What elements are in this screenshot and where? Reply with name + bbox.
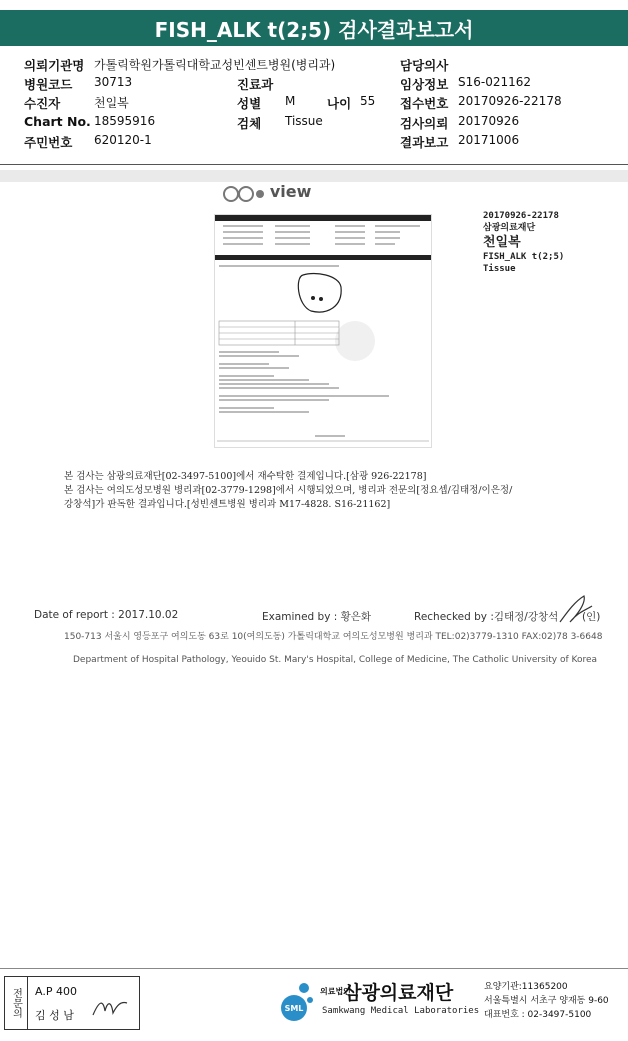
department-name: Department of Hospital Pathology, Yeouido St. Mary's Hospital, College of Medicine, The Catholic University of Korea	[73, 655, 598, 665]
sml-legal-type: 의료법인	[320, 986, 351, 996]
chart-no-label: Chart No.	[24, 114, 91, 129]
specialist-name: 김 성 남	[35, 1009, 74, 1022]
receipt-no: 20170926-22178	[458, 94, 562, 108]
specialist-signature-icon	[91, 995, 131, 1021]
test-request-date: 20170926	[458, 114, 520, 128]
sex-value: M	[285, 94, 296, 108]
resident-no-label: 주민번호	[24, 135, 73, 150]
stamp-receipt-no: 20170926-22178	[483, 211, 559, 221]
report-header	[0, 48, 628, 164]
clinical-info-label: 임상정보	[400, 77, 449, 92]
embedded-fish-report	[214, 214, 432, 448]
sml-english-name: Samkwang Medical Laboratories	[322, 1006, 480, 1016]
hospital-code: 30713	[94, 75, 133, 89]
clinical-info: S16-021162	[458, 75, 532, 89]
sml-org-name	[320, 978, 453, 1005]
sml-phone: 대표번호 : 02-3497-5100	[484, 1010, 592, 1020]
bioview-mark-icon	[222, 185, 266, 203]
rechecked-by: Rechecked by :김태정/강창석	[414, 611, 559, 623]
sml-logo-text: SML	[284, 1004, 304, 1013]
chart-no: 18595916	[94, 114, 156, 128]
note-line: 본 검사는 여의도성모병원 병리과[02-3779-1298]에서 시행되었으며, 병리과 전문의[정요셉/김태정/이은정/	[64, 485, 513, 496]
stamp-org: 삼광의료재단	[483, 223, 536, 233]
doctor-label: 담당의사	[400, 58, 449, 73]
note-line: 강창석]가 판독한 결과입니다.[성빈센트병원 병리과 M17-4828. S16-21162]	[64, 499, 391, 510]
signature-icon	[556, 592, 596, 626]
care-institution-no: 요양기관:11365200	[484, 982, 568, 992]
specimen-stamp	[483, 210, 564, 275]
stamp-test-name: FISH_ALK t(2;5)	[483, 252, 565, 262]
footer-divider	[0, 968, 628, 969]
specimen-label: 검체	[237, 116, 262, 131]
stamp-patient-name: 천일복	[483, 235, 521, 250]
sml-name-text: 삼광의료재단	[343, 982, 454, 1004]
header-divider	[0, 164, 628, 165]
specialist-side-label: 전문의	[5, 977, 28, 1029]
date-of-report: Date of report : 2017.10.02	[34, 609, 179, 621]
request-org: 가톨릭학원가톨릭대학교성빈센트병원(병리과)	[94, 58, 336, 72]
age-label: 나이	[327, 96, 352, 111]
patient-name: 천일복	[94, 96, 129, 110]
embedded-report-graphic	[215, 215, 431, 447]
sml-address: 서울특별시 서초구 양재동 9-60	[484, 996, 609, 1006]
receipt-no-label: 접수번호	[400, 96, 449, 111]
referral-note	[64, 470, 604, 512]
result-report-label: 결과보고	[400, 135, 449, 150]
bioview-logo	[222, 182, 311, 203]
scan-edge-shade	[0, 170, 628, 182]
bioview-brand: view	[269, 182, 312, 201]
sml-logo-icon	[272, 978, 318, 1024]
sml-contact-info	[484, 980, 609, 1022]
specialist-box	[4, 976, 140, 1030]
request-org-label: 의뢰기관명	[24, 58, 85, 73]
specimen-value: Tissue	[285, 114, 323, 128]
report-title: FISH_ALK t(2;5) 검사결과보고서	[0, 10, 628, 46]
test-request-label: 검사의뢰	[400, 116, 449, 131]
stamp-specimen: Tissue	[483, 264, 516, 274]
sex-label: 성별	[237, 96, 262, 111]
seal-mark: (인)	[582, 611, 601, 623]
note-line: 본 검사는 삼광의료재단[02-3497-5100]에서 재수탁한 결제입니다.[삼광 926-22178]	[64, 471, 427, 482]
resident-no: 620120-1	[94, 133, 152, 147]
result-report-date: 20171006	[458, 133, 520, 147]
hospital-code-label: 병원코드	[24, 77, 73, 92]
dept-label: 진료과	[237, 77, 274, 92]
age-value: 55	[360, 94, 376, 108]
ap-number: A.P 400	[35, 985, 77, 998]
lab-address: 150-713 서울시 영등포구 여의도동 63로 10(여의도동) 가톨릭대학교 여의도성모병원 병리과 TEL:02)3779-1310 FAX:02)78 3-6648	[64, 632, 603, 642]
patient-label: 수진자	[24, 96, 61, 111]
examined-by: Examined by : 황은화	[262, 611, 372, 623]
